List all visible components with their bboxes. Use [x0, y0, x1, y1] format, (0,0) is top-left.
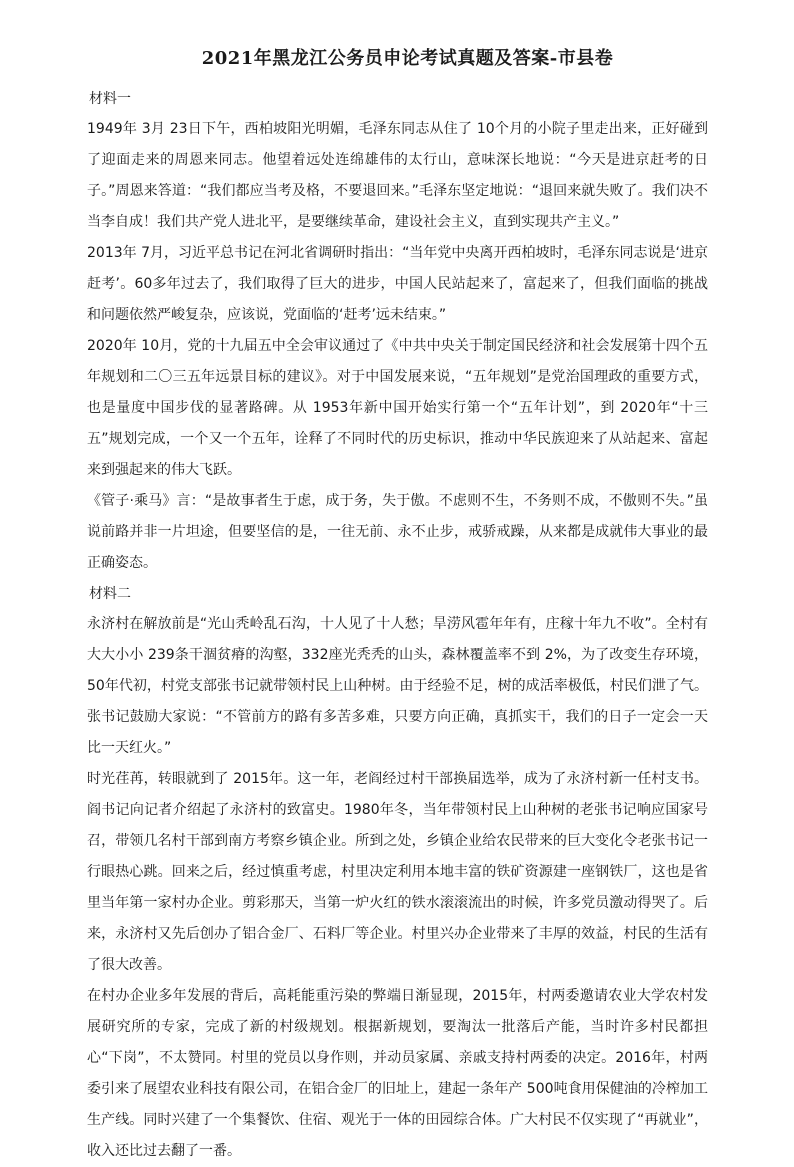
paragraph: 在村办企业多年发展的背后，高耗能重污染的弊端日渐显现，2015年，村两委邀请农业大学农村发展研究所的专家，完成了新的村级规划。根据新规划，要淘汰一批落后产能，当时许多村民都担心“下岗”，不太赞同。村里的党员以身作则，并动员家属、亲戚支持村两委的决定。2016年，村两委引来了展望农业科技有限公司，在铝合金厂的旧址上，建起一条年产 500吨食用保健油的冷榨加工生产线。同时兴建了一个集餐饮、住宿、观光于一体的田园综合体。广大村民不仅实现了“再就业”，收入还比过去翻了一番。	[87, 988, 708, 1159]
paragraph: 永济村在解放前是“光山秃岭乱石沟，十人见了十人愁；旱涝风雹年年有，庄稼十年九不收”。全村有大大小小 239条干涸贫瘠的沟壑，332座光秃秃的山头，森林覆盖率不到 2%，为了改变生存环境，50年代初，村党支部张书记就带领村民上山种树。由于经验不足，树的成活率极低，村民们泄了气。张书记鼓励大家说：“不管前方的路有多苦多难，只要方向正确，真抓实干，我们的日子一定会一天比一天红火。”	[87, 616, 708, 756]
section-heading: 材料一	[89, 91, 131, 107]
section-heading: 材料二	[89, 586, 131, 602]
paragraph: 1949年 3月 23日下午，西柏坡阳光明媚，毛泽东同志从住了 10个月的小院子里走出来，正好碰到了迎面走来的周恩来同志。他望着远处连绵雄伟的太行山，意味深长地说：“今天是进京赶考的日子。”周恩来答道：“我们都应当考及格，不要退回来。”毛泽东坚定地说：“退回来就失败了。我们决不当李自成！我们共产党人进北平，是要继续革命，建设社会主义，直到实现共产主义。”	[87, 121, 708, 230]
section-material-1	[87, 84, 708, 579]
paragraph: 《管子·乘马》言：“是故事者生于虑，成于务，失于傲。不虑则不生，不务则不成，不傲则不失。”虽说前路并非一片坦途，但要坚信的是，一往无前、永不止步，戒骄戒躁，从来都是成就伟大事业的最正确姿态。	[87, 493, 708, 571]
paragraph: 时光荏苒，转眼就到了 2015年。这一年，老阎经过村干部换届选举，成为了永济村新一任村支书。阎书记向记者介绍起了永济村的致富史。1980年冬，当年带领村民上山种树的老张书记响应国家号召，带领几名村干部到南方考察乡镇企业。所到之处，乡镇企业给农民带来的巨大变化令老张书记一行眼热心跳。回来之后，经过慎重考虑，村里决定利用本地丰富的铁矿资源建一座钢铁厂，这也是省里当年第一家村办企业。剪彩那天，当第一炉火红的铁水滚滚流出的时候，许多党员激动得哭了。后来，永济村又先后创办了铝合金厂、石料厂等企业。村里兴办企业带来了丰厚的效益，村民的生活有了很大改善。	[87, 771, 708, 973]
paragraph: 2020年 10月，党的十九届五中全会审议通过了《中共中央关于制定国民经济和社会发展第十四个五年规划和二〇三五年远景目标的建议》。对于中国发展来说，“五年规划”是党治国理政的重要方式，也是量度中国步伐的显著路碑。从 1953年新中国开始实行第一个“五年计划”，到 2020年“十三五”规划完成，一个又一个五年，诠释了不同时代的历史标识，推动中华民族迎来了从站起来、富起来到强起来的伟大飞跃。	[87, 338, 708, 478]
section-material-2	[87, 579, 708, 1167]
paragraph: 2013年 7月，习近平总书记在河北省调研时指出：“当年党中央离开西柏坡时，毛泽东同志说是‘进京赶考’。60多年过去了，我们取得了巨大的进步，中国人民站起来了，富起来了，但我们面临的挑战和问题依然严峻复杂，应该说，党面临的‘赶考’远未结束。”	[87, 245, 708, 323]
page-title: 2021年黑龙江公务员申论考试真题及答案-市县卷	[201, 48, 614, 69]
